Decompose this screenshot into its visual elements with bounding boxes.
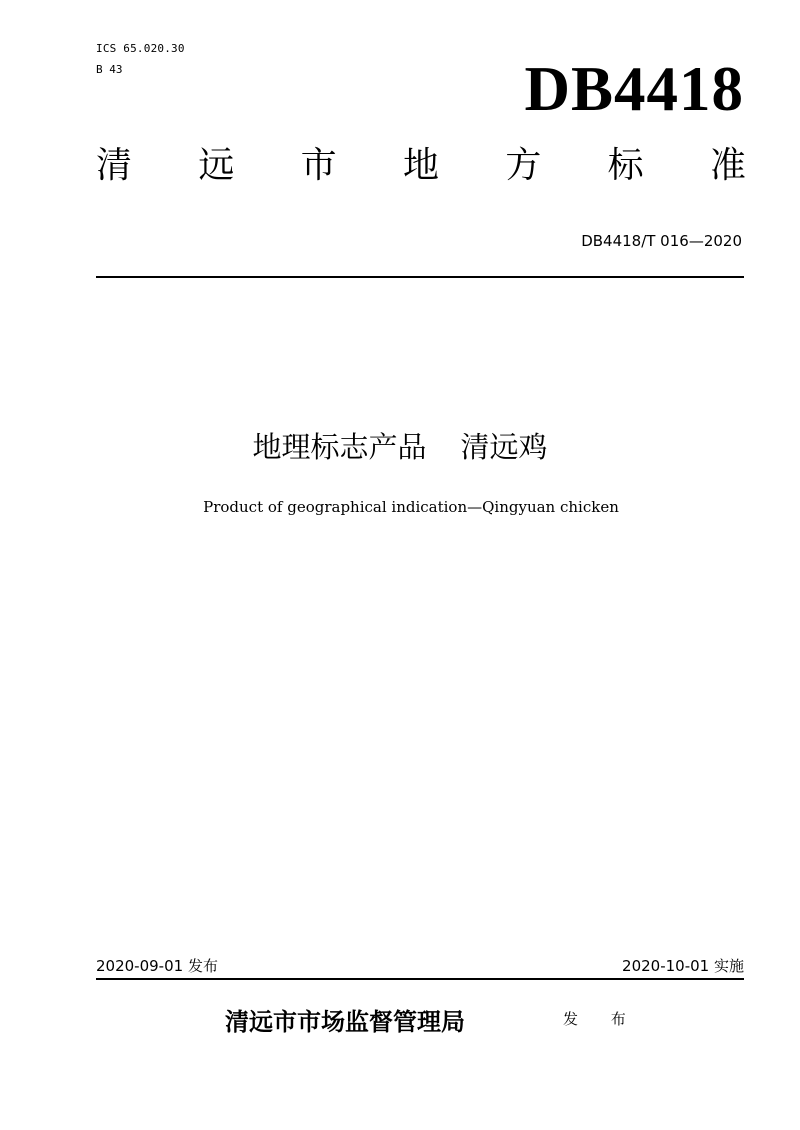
issuing-authority: 清远市市场监督管理局: [225, 1008, 465, 1036]
implement-date: 2020-10-01 实施: [622, 957, 744, 975]
standard-logo: DB4418: [524, 54, 744, 124]
standard-type-char: 准: [709, 145, 746, 186]
standard-number: DB4418/T 016—2020: [581, 232, 742, 250]
document-title-chinese: [0, 425, 800, 466]
standard-type-char: 市: [300, 145, 337, 186]
standard-type-char: 标: [607, 145, 644, 186]
header-divider: [96, 276, 744, 278]
standard-type-char: 地: [402, 145, 439, 186]
ccs-code: B 43: [96, 63, 123, 76]
footer-divider: [96, 978, 744, 980]
standard-type-char: 方: [505, 145, 542, 186]
ics-code: ICS 65.020.30: [96, 42, 185, 55]
document-title-english: Product of geographical indication—Qingyuan chicken: [203, 498, 619, 516]
standard-type-char: 清: [96, 145, 133, 186]
standard-type-title: [96, 145, 746, 186]
publish-date: 2020-09-01 发布: [96, 957, 218, 975]
document-title-part1: 地理标志产品: [252, 430, 427, 464]
document-title-part2: 清远鸡: [460, 430, 548, 464]
issuer-suffix: 发 布: [563, 1010, 640, 1028]
standard-type-char: 远: [198, 145, 235, 186]
